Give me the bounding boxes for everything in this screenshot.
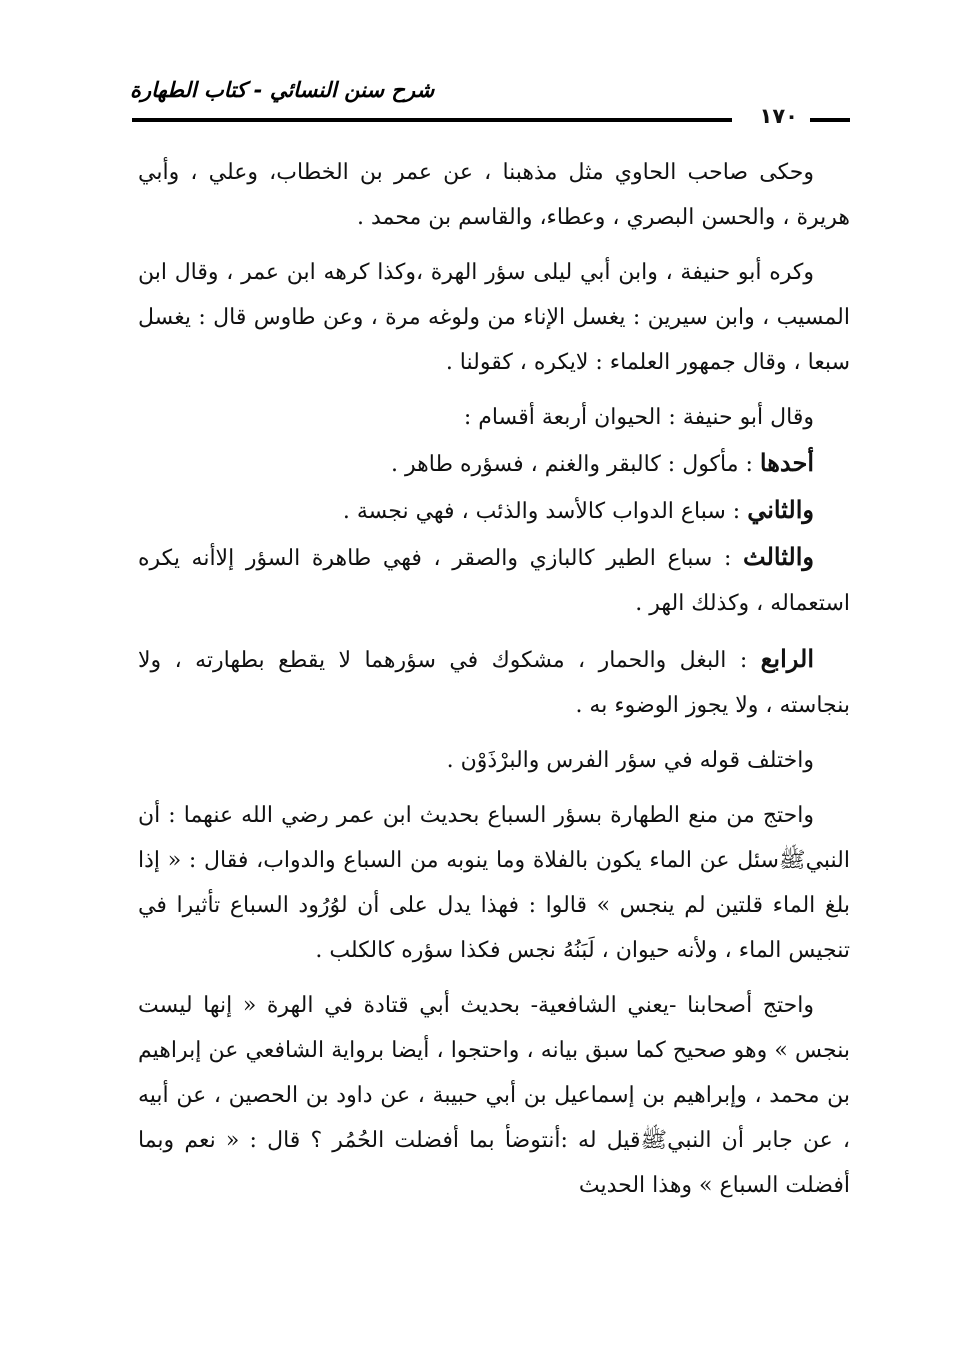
- list-item-1: [138, 440, 850, 487]
- paragraph-2: وكره أبو حنيفة ، وابن أبي ليلى سؤر الهرة ،وكذا كرهه ابن عمر ، وقال ابن المسيب ، وابن سيرين : يغسل الإناء من ولوغه مرة ، وعن طاوس قال : يغسل سبعا ، وقال جمهور العلماء : لايكره ، كقولنا .: [138, 260, 850, 375]
- list-item-4: [138, 636, 850, 728]
- paragraph-5: واحتج من منع الطهارة بسؤر السباع بحديث ابن عمر رضي الله عنهما : أن النبيﷺسئل عن الماء يكون بالفلاة وما ينوبه من السباع والدواب، فقال : « إذا بلغ الماء قلتين لم ينجس » قالوا : فهذا يدل على أن لوُرُود السباع تأثيرا في تنجيس الماء ، ولأنه حيوان ، لَبَنُهُ نجس فكذا سؤره كالكلب .: [138, 803, 850, 963]
- list-item-2-lead: والثاني: [747, 495, 814, 524]
- header-rule: [132, 118, 732, 122]
- list-item-4-text: : البغل والحمار ، مشكوك في سؤرهما لا يقطع بطهارته ، ولا بنجاسته ، ولا يجوز الوضوء به .: [138, 648, 850, 718]
- page-number: ١٧٠: [759, 104, 798, 128]
- list-item-3: [138, 534, 850, 626]
- main-text: [138, 150, 850, 1218]
- list-item-3-lead: والثالث: [743, 542, 815, 571]
- page-header: [130, 78, 850, 138]
- page-number-rule: [810, 118, 850, 122]
- list-item-2-text: : سباع الدواب كالأسد والذئب ، فهي نجسة .: [342, 499, 741, 524]
- paragraph-3: وقال أبو حنيفة : الحيوان أربعة أقسام :: [463, 405, 814, 430]
- list-item-2: [138, 487, 850, 534]
- list-item-4-lead: الرابع: [760, 644, 814, 673]
- paragraph-6: واحتج أصحابنا -يعني الشافعية- بحديث أبي قتادة في الهرة « إنها ليست بنجس » وهو صحيح كما سبق بيانه ، واحتجوا ، أيضا برواية الشافعي عن إبراهيم بن محمد ، وإبراهيم بن إسماعيل بن أبي حبيبة ، عن داود بن الحصين ، عن أبيه ، عن جابر أن النبيﷺقيل له :أنتوضأ بما أفضلت الحُمُر ؟ قال : « نعم وبما أفضلت السباع » وهذا الحديث: [138, 993, 850, 1198]
- paragraph-4: واختلف قوله في سؤر الفرس والبرْذَوْن .: [446, 748, 814, 773]
- paragraph-1: وحكى صاحب الحاوي مثل مذهبنا ، عن عمر بن الخطاب، وعلي ، وأبي هريرة ، والحسن البصري ، وعطاء، والقاسم بن محمد .: [138, 160, 850, 230]
- list-item-1-text: : مأكول : كالبقر والغنم ، فسؤره طاهر .: [391, 452, 753, 477]
- running-title: شرح سنن النسائي - كتاب الطهارة: [130, 78, 435, 102]
- list-item-1-lead: أحدها: [759, 448, 814, 477]
- list-item-3-text: : سباع الطير كالبازي والصقر ، فهي طاهرة السؤر إلاأنه يكره استعماله ، وكذلك الهر .: [138, 546, 850, 616]
